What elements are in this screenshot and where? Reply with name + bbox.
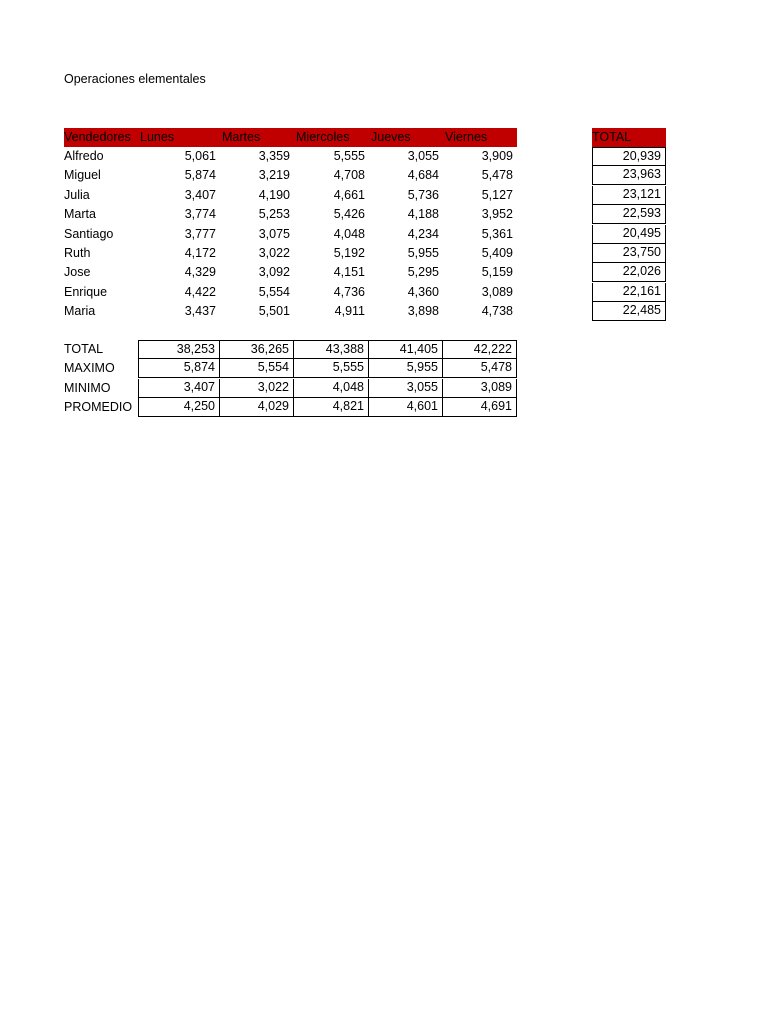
header-day: Lunes [140,128,220,147]
row-total: 22,026 [592,263,666,282]
row-name: Enrique [64,285,108,299]
row-value: 5,736 [407,188,439,202]
row-value: 4,188 [407,207,439,221]
summary-value: 4,029 [220,398,294,417]
row-value: 3,092 [258,265,290,279]
row-value: 5,192 [333,246,365,260]
header-day: Miercoles [296,128,369,147]
summary-value: 3,407 [138,379,220,398]
page-title: Operaciones elementales [64,72,206,86]
summary-value: 4,601 [369,398,443,417]
row-value: 4,329 [184,265,216,279]
row-value: 4,422 [184,285,216,299]
row-value: 4,911 [334,304,365,318]
row-value: 3,075 [258,227,290,241]
summary-value: 5,955 [369,359,443,378]
row-value: 5,127 [481,188,513,202]
row-total: 20,495 [592,225,666,244]
summary-value: 3,089 [443,379,517,398]
header-day: Martes [222,128,294,147]
row-value: 3,407 [184,188,216,202]
row-value: 5,501 [258,304,290,318]
row-value: 4,234 [407,227,439,241]
summary-value: 3,022 [220,379,294,398]
row-value: 3,022 [258,246,290,260]
row-value: 4,736 [333,285,365,299]
row-total: 23,963 [592,166,666,185]
summary-value: 4,250 [138,398,220,417]
row-value: 3,774 [184,207,216,221]
summary-value: 4,048 [294,379,369,398]
row-value: 3,089 [481,285,513,299]
row-name: Santiago [64,227,114,241]
row-value: 3,055 [407,149,439,163]
summary-value: 43,388 [294,340,369,359]
summary-value: 41,405 [369,340,443,359]
row-total: 23,750 [592,244,666,263]
row-value: 5,555 [333,149,365,163]
summary-label: TOTAL [64,342,104,356]
row-name: Marta [64,207,96,221]
row-value: 4,738 [481,304,513,318]
row-value: 5,253 [258,207,290,221]
row-value: 3,952 [481,207,513,221]
summary-value: 3,055 [369,379,443,398]
summary-label: MINIMO [64,381,111,395]
row-value: 4,661 [333,188,365,202]
row-value: 5,295 [407,265,439,279]
row-value: 3,909 [481,149,513,163]
summary-value: 38,253 [138,340,220,359]
header-day: Viernes [445,128,517,147]
summary-label: PROMEDIO [64,400,133,414]
row-value: 4,708 [333,168,365,182]
row-value: 5,874 [184,168,216,182]
summary-value: 4,691 [443,398,517,417]
row-total: 22,593 [592,205,666,224]
row-value: 5,361 [481,227,513,241]
row-value: 3,359 [258,149,290,163]
header-vendedores: Vendedores [64,128,138,147]
summary-value: 42,222 [443,340,517,359]
row-total: 20,939 [592,147,666,166]
row-value: 4,190 [258,188,290,202]
row-name: Julia [64,188,90,202]
row-name: Miguel [64,168,101,182]
summary-value: 36,265 [220,340,294,359]
row-name: Alfredo [64,149,104,163]
row-value: 3,437 [184,304,216,318]
row-value: 4,684 [407,168,439,182]
row-value: 4,151 [333,265,365,279]
header-day: Jueves [371,128,443,147]
header-total: TOTAL [592,128,666,147]
row-value: 5,955 [407,246,439,260]
row-name: Ruth [64,246,91,260]
summary-label: MAXIMO [64,361,115,375]
row-value: 4,048 [333,227,365,241]
summary-value: 5,554 [220,359,294,378]
row-name: Jose [64,265,91,279]
row-value: 5,409 [481,246,513,260]
row-value: 5,426 [333,207,365,221]
row-value: 4,172 [184,246,216,260]
summary-value: 5,874 [138,359,220,378]
summary-value: 4,821 [294,398,369,417]
row-value: 4,360 [407,285,439,299]
row-total: 22,485 [592,302,666,321]
summary-value: 5,555 [294,359,369,378]
row-name: Maria [64,304,96,318]
row-value: 3,219 [258,168,290,182]
row-total: 23,121 [592,186,666,205]
row-value: 5,159 [481,265,513,279]
row-value: 5,554 [258,285,290,299]
row-total: 22,161 [592,283,666,302]
row-value: 5,061 [184,149,216,163]
row-value: 3,898 [407,304,439,318]
row-value: 5,478 [481,168,513,182]
summary-value: 5,478 [443,359,517,378]
row-value: 3,777 [184,227,216,241]
